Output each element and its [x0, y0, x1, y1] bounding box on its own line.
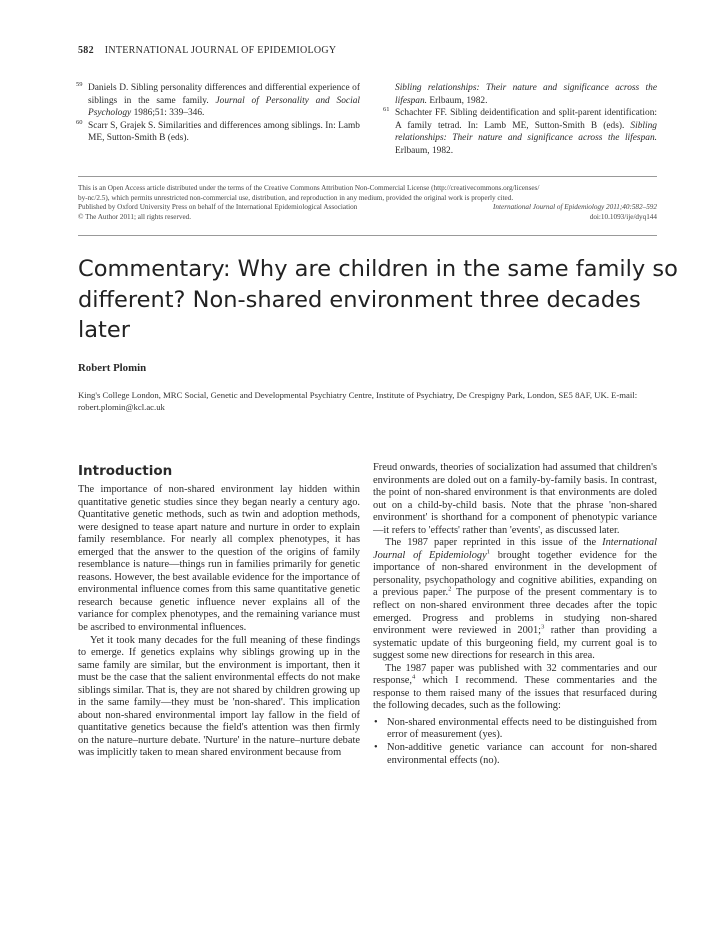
- text-run: The purpose of the present commentary is to reflect on non-shared environment three decades after the topic emerged. Progress and problems in studying non-shared environment were reviewed in 2001;: [373, 587, 657, 637]
- reference-source: Sibling relationships: Their nature and significance across the lifespan.: [395, 83, 657, 106]
- page-number: 582: [78, 45, 94, 56]
- reference-list-left: [78, 82, 360, 145]
- doi: doi:10.1093/ije/dyq144: [589, 212, 657, 221]
- copyright: © The Author 2011; all rights reserved.: [78, 212, 192, 221]
- bullet-text: Non-additive genetic variance can account for non-shared environmental effects (no).: [387, 742, 657, 766]
- bullet-item: [373, 742, 657, 767]
- reference-tail: 1986;51: 339–346.: [131, 108, 205, 119]
- body-column-right: [373, 462, 657, 767]
- reference-item: [78, 82, 360, 120]
- reference-source: Sibling relationships: Their nature and significance across the lifespan.: [395, 120, 657, 144]
- bullet-icon: •: [374, 742, 378, 754]
- reference-number: 60: [76, 118, 83, 126]
- text-run: brought together evidence for the importance of non-shared environment in the development of personality, psychopathology and cognitive abilities, expanding on a previous paper.: [373, 549, 657, 599]
- reference-number: 59: [76, 81, 83, 88]
- text-run: which I recommend. These commentaries and the response to them raised many of the issues that resurfaced during the following decades, such as the following:: [373, 675, 657, 712]
- citation-marker: 3: [541, 623, 545, 631]
- reference-list-right: [385, 82, 657, 158]
- reference-item: [385, 107, 657, 157]
- license-line: This is an Open Access article distributed under the terms of the Creative Commons Attribution Non-Commercial License (http://creativecommons.org/licenses/: [78, 184, 540, 192]
- reference-text: Schachter FF. Sibling deidentification and split-parent identification: A family tetrad. In: Lamb ME, Sutton-Smith B (eds).: [395, 108, 657, 131]
- author-name: Robert Plomin: [78, 362, 147, 374]
- body-column-left: [78, 462, 360, 760]
- license-row: [78, 203, 657, 213]
- reference-tail: Erlbaum, 1982.: [427, 95, 488, 106]
- citation-marker: 1: [486, 548, 490, 556]
- paragraph: Yet it took many decades for the full meaning of these findings to emerge. If genetics explains why siblings growing up in the same family are similar, but the environment is important, then it must be the case that the salient environmental effects do not make siblings similar. That is, they are not shared by children growing up in the same family—they must be 'non-shared'. This implication about non-shared environmental import lay fallow in the field of quantitative genetics because the field's attention was then firmly on the nature–nurture debate. 'Nurture' in the nature–nurture debate was implicitly taken to mean shared environment because from: [78, 634, 360, 759]
- reference-item: [385, 82, 657, 107]
- paragraph: [373, 537, 657, 662]
- journal-name: INTERNATIONAL JOURNAL OF EPIDEMIOLOGY: [104, 45, 337, 56]
- citation-marker: 2: [448, 586, 452, 593]
- reference-text: Daniels D. Sibling personality differences and differential experience of siblings in the same family.: [88, 83, 360, 106]
- section-heading: Introduction: [78, 463, 173, 479]
- text-run: rather than providing a systematic update of this burgeoning field, my current goal is to suggest some new directions for research in this area.: [373, 625, 657, 662]
- reference-item: [78, 120, 360, 145]
- author-affiliation: King's College London, MRC Social, Genetic and Developmental Psychiatry Centre, Institute of Psychiatry, De Crespigny Park, London, SE5 8AF, UK. E-mail: robert.plomin@kcl.ac.uk: [78, 390, 638, 412]
- divider-top: [78, 176, 657, 177]
- text-run: The 1987 paper reprinted in this issue of the: [385, 537, 603, 549]
- paragraph: The importance of non-shared environment lay hidden within quantitative genetic studies since they began nearly a century ago. Quantitative genetic methods, such as twin and adoption methods, were designed to tease apart nature and nurture in order to explain family resemblance. For nearly all complex phenotypes, it has emerged that the answer to the question of the origins of family resemblance is nature—things run in families primarily for genetic reasons. However, the best available evidence for the importance of environmental influence comes from this same quantitative genetic research because genetic influence never explains all of the variance for complex phenotypes, and the remaining variance must be ascribed to environmental influences.: [78, 484, 360, 634]
- reference-source: Journal of Personality and Social Psychology: [88, 95, 360, 119]
- running-header: [78, 45, 336, 56]
- publisher-note: Published by Oxford University Press on behalf of the International Epidemiological Association: [78, 203, 358, 212]
- license-line: by-nc/2.5), which permits unrestricted non-commercial use, distribution, and reproduction in any medium, provided the original work is properly cited.: [78, 193, 514, 202]
- divider-bottom: [78, 235, 657, 236]
- bullet-text: Non-shared environmental effects need to be distinguished from error of measurement (yes).: [387, 716, 657, 741]
- bullet-icon: •: [374, 716, 378, 728]
- reference-number: 61: [383, 106, 390, 114]
- license-block: [78, 184, 657, 222]
- journal-reference: International Journal of Epidemiology: [373, 537, 657, 561]
- reference-text: Scarr S, Grajek S. Similarities and differences among siblings. In: Lamb ME, Sutton-Smith B (eds).: [88, 120, 360, 144]
- reference-tail: Erlbaum, 1982.: [395, 145, 454, 156]
- citation: International Journal of Epidemiology 2011;40:582–592: [493, 203, 657, 212]
- article-title: Commentary: Why are children in the same family so different? Non-shared environment three decades later: [78, 256, 678, 343]
- text-run: The 1987 paper was published with 32 commentaries and our response,: [373, 662, 657, 687]
- citation-marker: 4: [411, 673, 416, 681]
- bullet-item: [373, 717, 657, 742]
- paragraph: Freud onwards, theories of socialization had assumed that children's environments are doled out on a family-by-family basis. In contrast, the point of non-shared environment is that environments are doled out on a child-by-child basis. Note that the phrase 'non-shared environment' is shorthand for a component of phenotypic variance—it refers to 'effects' rather than 'events', as discussed later.: [373, 462, 657, 536]
- paragraph: [373, 663, 657, 713]
- license-row: [78, 213, 657, 223]
